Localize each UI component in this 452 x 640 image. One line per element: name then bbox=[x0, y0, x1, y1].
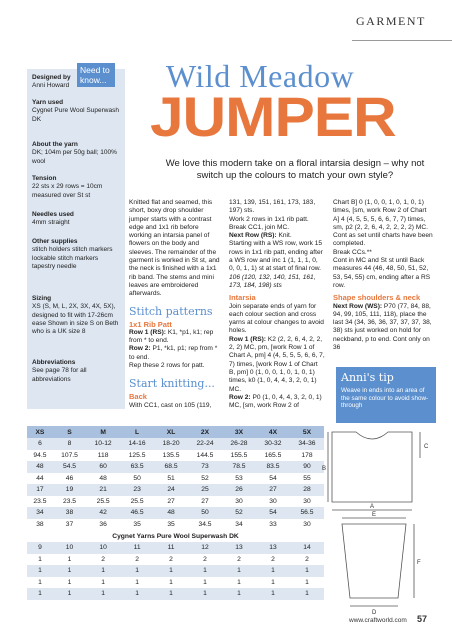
rib-repeat: Rep these 2 rows for patt. bbox=[129, 362, 205, 370]
table-cell: 34.5 bbox=[198, 520, 212, 528]
table-cell: S bbox=[53, 426, 86, 438]
table-cell: 50 bbox=[133, 474, 141, 482]
label-b: B bbox=[322, 466, 327, 472]
table-yarn-row bbox=[27, 577, 324, 589]
table-row bbox=[27, 473, 324, 485]
sidebar-supplies: Other supplies stitch holders stitch markers lockable stitch markers tapestry needle bbox=[32, 238, 113, 270]
need-to-know-badge: Need to know... bbox=[77, 63, 115, 87]
label-d: D bbox=[372, 610, 377, 616]
table-cell: 25.5 bbox=[96, 497, 110, 505]
table-cell: 50 bbox=[188, 507, 222, 519]
table-cell: 78.5 bbox=[222, 461, 256, 473]
table-cell: 30 bbox=[303, 520, 311, 528]
table-cell: 90 bbox=[290, 461, 324, 473]
table-cell: 46.5 bbox=[120, 507, 154, 519]
title-script: Wild Meadow bbox=[166, 58, 355, 94]
sidebar-sizing: Sizing XS (S, M, L, 2X, 3X, 4X, 5X), designed to fit with 17-26cm ease Shown in size S on Beth who is a UK size 8 bbox=[32, 295, 119, 336]
column-3 bbox=[333, 199, 433, 352]
table-cell: 19 bbox=[53, 484, 86, 496]
table-cell: 83.5 bbox=[256, 461, 290, 473]
table-cell: 1 bbox=[67, 555, 72, 563]
table-cell: 68.5 bbox=[154, 461, 188, 473]
table-yarn-row bbox=[27, 554, 324, 566]
table-cell: 73 bbox=[188, 461, 222, 473]
tip-box bbox=[336, 367, 436, 423]
table-cell: 1 bbox=[120, 588, 154, 600]
table-cell: 30-32 bbox=[256, 438, 290, 450]
table-cell: 2 bbox=[271, 555, 275, 563]
table-cell: 22-24 bbox=[188, 438, 222, 450]
table-cell: 1 bbox=[256, 565, 290, 577]
table-cell: 42 bbox=[86, 507, 120, 519]
table-cell: 23.5 bbox=[62, 497, 77, 505]
table-cell: 18-20 bbox=[154, 438, 188, 450]
table-cell: 27 bbox=[167, 497, 175, 505]
schematic-diagram bbox=[322, 428, 440, 618]
table-cell: XS bbox=[27, 426, 53, 438]
sleeve-outline bbox=[342, 524, 406, 598]
col3-para-2: Cont as set until charts have been completed. bbox=[333, 232, 433, 248]
table-header-row bbox=[27, 426, 324, 438]
table-cell: 34 bbox=[27, 507, 53, 519]
table-cell: 23.5 bbox=[33, 497, 47, 505]
col3-next-row: Next Row (WS): P70 (77, 84, 88, 94, 99, 105, 111, 118), place the last 34 (34, 36, 36, 37, 37, 37, 38, 38) sts just worked on hold for neckband, p to end. Cont only on 36 bbox=[333, 302, 432, 352]
size-table bbox=[27, 426, 327, 600]
label-a: A bbox=[370, 504, 375, 510]
col3-para-3: Break CCs.** bbox=[333, 248, 372, 256]
table-cell: 10 bbox=[53, 542, 86, 554]
table-cell: 26-28 bbox=[222, 438, 256, 450]
table-cell: 2X bbox=[188, 426, 222, 438]
table-cell: 2 bbox=[305, 555, 309, 563]
table-cell: 48 bbox=[99, 474, 107, 482]
table-cell: 30 bbox=[303, 497, 311, 505]
table-cell: 2 bbox=[135, 555, 139, 563]
table-cell: 1 bbox=[237, 578, 241, 586]
col2-next-row: Next Row (RS): Knit. bbox=[229, 232, 292, 240]
table-cell: 135.5 bbox=[162, 451, 180, 459]
column-1 bbox=[129, 199, 221, 410]
table-cell: 1 bbox=[53, 588, 86, 600]
table-cell: 2 bbox=[237, 555, 241, 563]
table-cell: 8 bbox=[53, 438, 86, 450]
table-cell: 60 bbox=[86, 461, 120, 473]
section-label: GARMENT bbox=[356, 14, 426, 28]
intro-text: Knitted flat and seamed, this short, boxy drop shoulder jumper starts with a contrast edge and 1x1 rib before working an intarsia panel of flowers on the body and sleeves. The remainder of the garment is worked in St st, and the neck is finished with a 1x1 rib band. The stems and mini leaves are embroidered afterwards. bbox=[129, 199, 220, 298]
table-cell: 14-16 bbox=[120, 438, 154, 450]
col2-para-6: Join separate ends of yarn for each colour section and cross yarns at colour changes to avoid holes. bbox=[229, 302, 324, 335]
table-cell: 1 bbox=[222, 565, 256, 577]
table-cell: 118 bbox=[97, 451, 109, 459]
table-cell: 38 bbox=[36, 520, 44, 528]
table-cell: 1 bbox=[271, 578, 275, 586]
table-cell: 1 bbox=[203, 578, 207, 586]
heading-rib-patt: 1x1 Rib Patt bbox=[129, 319, 172, 329]
table-cell: 44 bbox=[36, 474, 44, 482]
heading-start-knitting: Start knitting... bbox=[129, 377, 215, 391]
table-cell: 34 bbox=[235, 520, 243, 528]
table-row bbox=[27, 496, 324, 508]
table-row bbox=[27, 438, 324, 450]
table-cell: 1 bbox=[222, 588, 256, 600]
label-e: E bbox=[372, 512, 377, 518]
heading-shape-shoulders: Shape shoulders & neck bbox=[333, 293, 421, 303]
sidebar-yarn: Yarn used Cygnet Pure Wool Superwash DK bbox=[32, 99, 119, 123]
table-cell: 26 bbox=[222, 484, 256, 496]
table-cell: 53 bbox=[235, 474, 243, 482]
table-cell: 46 bbox=[65, 474, 74, 482]
table-cell: 1 bbox=[86, 588, 120, 600]
table-cell: 30 bbox=[269, 497, 277, 505]
heading-stitch-patterns: Stitch patterns bbox=[129, 304, 213, 318]
table-cell: 1 bbox=[27, 588, 53, 600]
table-cell: 1 bbox=[135, 578, 139, 586]
table-cell: 52 bbox=[222, 507, 256, 519]
heading-back: Back bbox=[129, 392, 147, 402]
table-cell: 21 bbox=[86, 484, 120, 496]
table-cell: 1 bbox=[86, 565, 120, 577]
table-cell: 1 bbox=[38, 578, 42, 586]
table-cell: 1 bbox=[154, 565, 188, 577]
sidebar-abbreviations: Abbreviations See page 78 for all abbreviations bbox=[32, 359, 87, 383]
label-c: C bbox=[424, 444, 429, 450]
table-cell: 1 bbox=[305, 578, 309, 586]
table-cell: 125.5 bbox=[128, 451, 146, 459]
table-cell: 63.5 bbox=[120, 461, 154, 473]
table-cell: 48 bbox=[27, 461, 53, 473]
subtitle: We love this modern take on a floral intarsia design – why not switch up the colours to match your own style? bbox=[165, 158, 425, 181]
sidebar-designer: Designed by Anni Howard bbox=[32, 74, 71, 90]
table-cell: 55 bbox=[303, 474, 311, 482]
title-jumper: JUMPER bbox=[150, 85, 396, 148]
table-row bbox=[27, 507, 324, 519]
table-cell: 33 bbox=[269, 520, 277, 528]
table-yarn-row bbox=[27, 542, 324, 554]
table-cell: 13 bbox=[222, 542, 256, 554]
table-cell: 54 bbox=[269, 474, 277, 482]
table-cell: XL bbox=[154, 426, 188, 438]
heading-intarsia: Intarsia bbox=[229, 293, 256, 303]
table-cell: 94.5 bbox=[33, 451, 47, 459]
table-yarn-row bbox=[27, 565, 324, 577]
table-cell: 1 bbox=[290, 588, 324, 600]
table-row bbox=[27, 461, 324, 473]
table-cell: 1 bbox=[38, 555, 42, 563]
table-cell: 165.5 bbox=[264, 451, 282, 459]
table-cell: 2 bbox=[101, 555, 105, 563]
table-cell: 12 bbox=[188, 542, 222, 554]
yarn-heading: Cygnet Yarns Pure Wool Superwash DK bbox=[112, 532, 239, 540]
table-cell: 1 bbox=[188, 588, 222, 600]
column-2 bbox=[229, 199, 325, 410]
table-cell: 51 bbox=[167, 474, 175, 482]
table-cell: 24 bbox=[154, 484, 188, 496]
table-cell: 27 bbox=[256, 484, 290, 496]
col2-para-5: Starting with a WS row, work 15 rows in 1x1 rib patt, ending after a WS row and inc 1 (1, 1, 1, 0, 0, 0, 1, 1) st at start of final row. 106 (120, 132, 140, 151, 161, 173, 184, 198) sts bbox=[229, 240, 323, 289]
table-cell: 38 bbox=[53, 507, 86, 519]
col2-para-2: Work 2 rows in 1x1 rib patt. bbox=[229, 215, 309, 223]
table-cell: 155.5 bbox=[230, 451, 248, 459]
table-yarn-row bbox=[27, 588, 324, 600]
tip-body: Weave in ends into an area of the same colour to avoid show-through bbox=[341, 387, 429, 410]
intarsia-row-1: Row 1 (RS): K2 (2, 2, 6, 4, 2, 2, 2, 2) MC, pm, [work Row 1 of Chart A, pm] 4 (4, 5, 5, 5, 6, 6, 7, 7) times, [work Row 1 of Chart B, pm] 0 (1, 0, 0, 1, 0, 1, 0, 1) times, k0 (1, 0, 4, 4, 3, 2, 0, 1) MC. bbox=[229, 335, 325, 393]
table-cell: 10 bbox=[86, 542, 120, 554]
footer-url: www.craftworld.com bbox=[349, 617, 407, 624]
col2-para-3: Break CC1, join MC. bbox=[229, 223, 290, 231]
table-row bbox=[27, 484, 324, 496]
table-cell: 37 bbox=[65, 520, 74, 528]
sidebar-about-yarn: About the yarn DK; 104m per 50g ball; 100% wool bbox=[32, 141, 117, 165]
table-cell: 25 bbox=[188, 484, 222, 496]
tip-title: Anni's tip bbox=[341, 371, 394, 384]
table-cell: 1 bbox=[169, 578, 173, 586]
table-cell: 178 bbox=[301, 451, 313, 459]
table-cell: 1 bbox=[120, 565, 154, 577]
table-cell: 5X bbox=[290, 426, 324, 438]
table-cell: 1 bbox=[27, 565, 53, 577]
table-cell: 13 bbox=[256, 542, 290, 554]
table-cell: 6 bbox=[27, 438, 53, 450]
table-cell: 27 bbox=[201, 497, 209, 505]
table-cell: 4X bbox=[256, 426, 290, 438]
table-cell: 1 bbox=[154, 588, 188, 600]
table-cell: 1 bbox=[256, 588, 290, 600]
table-cell: 1 bbox=[101, 578, 105, 586]
table-cell: 14 bbox=[290, 542, 324, 554]
table-row bbox=[27, 519, 324, 531]
table-cell: 1 bbox=[188, 565, 222, 577]
table-cell: 28 bbox=[290, 484, 324, 496]
intarsia-row-2: Row 2: P0 (1, 0, 4, 4, 3, 2, 0, 1) MC, [sm, work Row 2 of bbox=[229, 393, 322, 410]
sidebar-tension: Tension 22 sts x 29 rows = 10cm measured over St st bbox=[32, 175, 103, 199]
rib-row-2: Row 2: P1, *k1, p1; rep from * to end. bbox=[129, 345, 218, 361]
table-cell: 1 bbox=[67, 578, 72, 586]
section-divider bbox=[352, 40, 452, 41]
table-cell: 10-12 bbox=[86, 438, 120, 450]
table-cell: 2 bbox=[203, 555, 207, 563]
table-cell: 56.5 bbox=[290, 507, 324, 519]
table-yarn-heading-row bbox=[27, 530, 324, 542]
page-number: 57 bbox=[417, 614, 428, 624]
table-cell: 25.5 bbox=[130, 497, 144, 505]
col3-para-4: Cont in MC and St st until Back measures 44 (46, 48, 50, 51, 52, 53, 54, 55) cm, ending after a RS row. bbox=[333, 257, 431, 289]
table-cell: M bbox=[86, 426, 120, 438]
table-cell: 54 bbox=[256, 507, 290, 519]
sidebar-needles: Needles used 4mm straight bbox=[32, 211, 74, 227]
table-cell: 34-36 bbox=[290, 438, 324, 450]
label-f: F bbox=[417, 560, 421, 566]
table-cell: 3X bbox=[222, 426, 256, 438]
table-cell: 11 bbox=[154, 542, 188, 554]
table-cell: 52 bbox=[201, 474, 209, 482]
table-cell: 107.5 bbox=[61, 451, 78, 459]
table-cell: 1 bbox=[53, 565, 86, 577]
rib-row-1: Row 1 (RS): K1, *p1, k1; rep from * to end. bbox=[129, 328, 214, 345]
table-cell: 30 bbox=[235, 497, 243, 505]
table-cell: 23 bbox=[120, 484, 154, 496]
table-cell: 17 bbox=[27, 484, 53, 496]
table-cell: 48 bbox=[154, 507, 188, 519]
table-cell: 2 bbox=[169, 555, 173, 563]
table-cell: 35 bbox=[133, 520, 141, 528]
col3-para-1: Chart B] 0 (1, 0, 0, 1, 0, 1, 0, 1) times, [sm, work Row 2 of Chart A] 4 (4, 5, 5, 5, 6, 6, 7, 7) times, sm, p2 (2, 2, 6, 4, 2, 2, 2, 2) MC. bbox=[333, 199, 428, 231]
table-cell: 1 bbox=[290, 565, 324, 577]
back-text: With CC1, cast on 105 (119, bbox=[129, 401, 212, 409]
table-cell: L bbox=[120, 426, 154, 438]
table-cell: 144.5 bbox=[196, 451, 214, 459]
table-row bbox=[27, 450, 324, 462]
col2-para-1: 131, 139, 151, 161, 173, 183, 197) sts. bbox=[229, 199, 316, 215]
table-cell: 11 bbox=[120, 542, 154, 554]
body-top-outline bbox=[332, 432, 412, 502]
table-cell: 9 bbox=[27, 542, 53, 554]
table-cell: 54.5 bbox=[53, 461, 86, 473]
table-cell: 36 bbox=[99, 520, 107, 528]
table-cell: 35 bbox=[167, 520, 175, 528]
